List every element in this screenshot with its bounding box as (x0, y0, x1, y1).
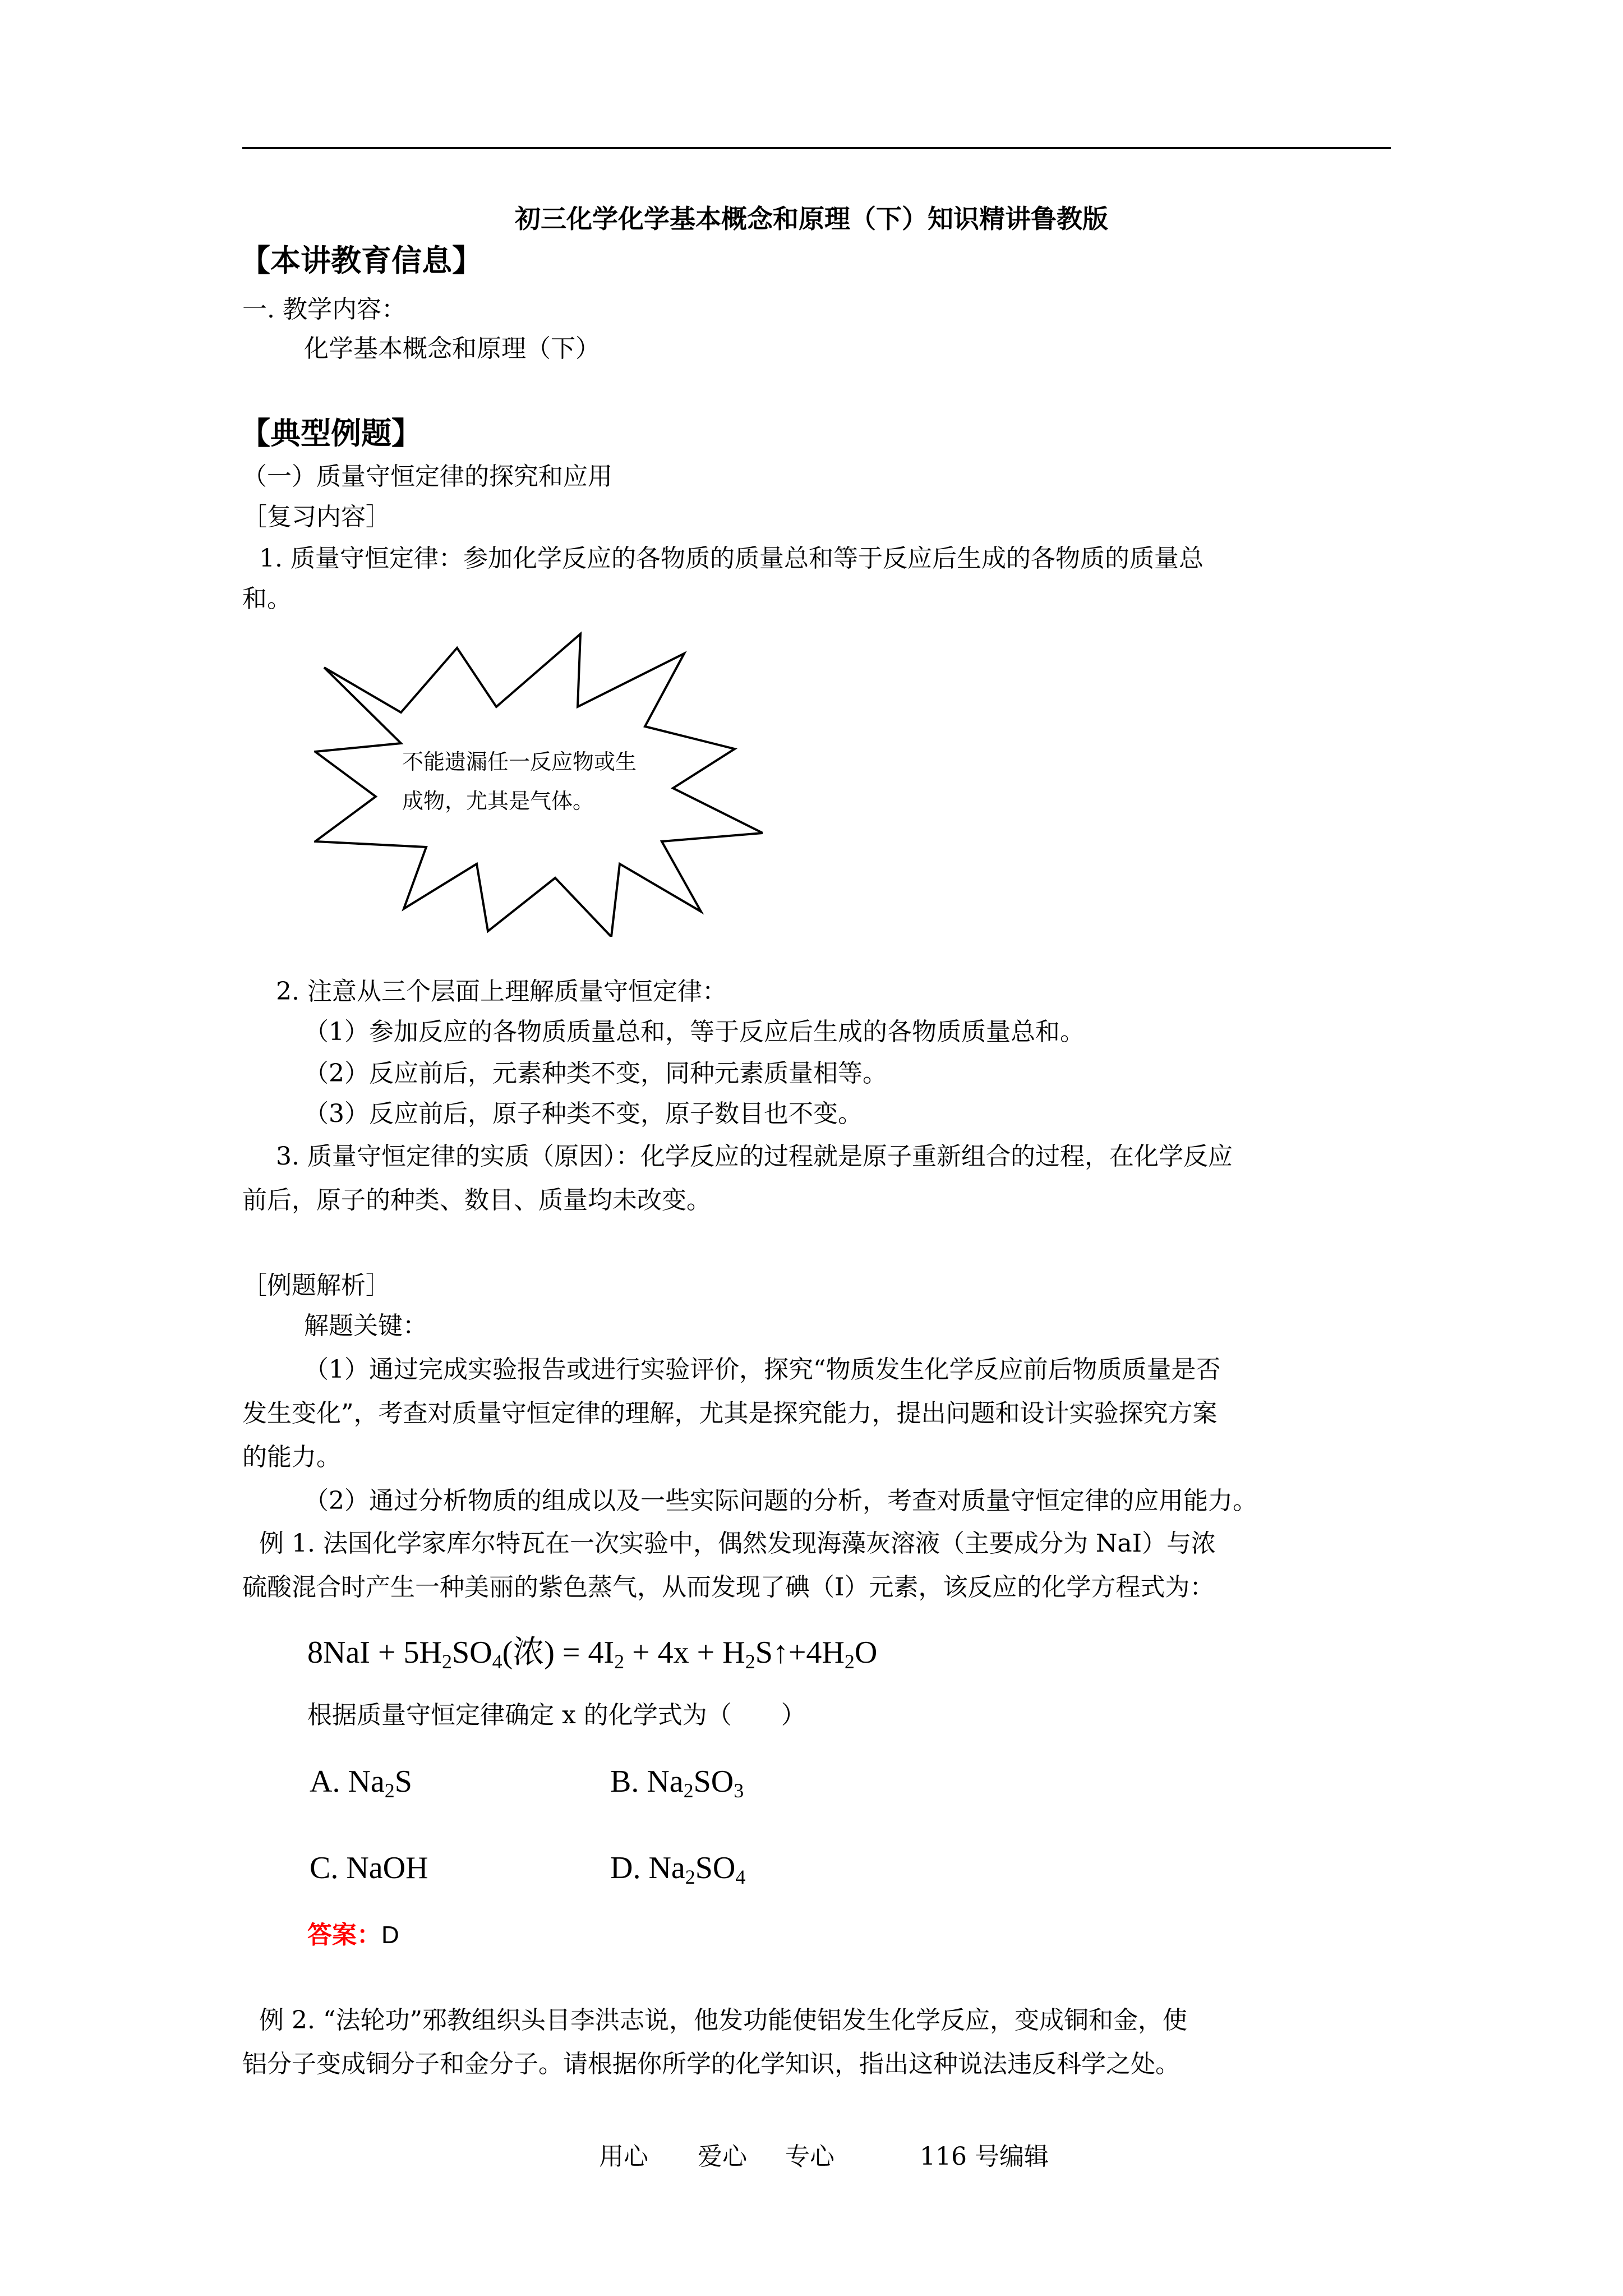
equation-subscript: 4 (492, 1650, 502, 1673)
analysis-key-1-line3: 的能力。 (242, 1443, 341, 1471)
review-point-2-item1: （1）参加反应的各物质质量总和，等于反应后生成的各物质质量总和。 (304, 1018, 1085, 1046)
review-point-2-item3: （3）反应前后，原子种类不变，原子数目也不变。 (304, 1099, 863, 1128)
review-point-2-item2: （2）反应前后，元素种类不变，同种元素质量相等。 (304, 1059, 887, 1088)
option-b-subscript: 2 (683, 1779, 694, 1802)
option-a-text2: S (394, 1764, 412, 1799)
option-d-subscript2: 4 (735, 1866, 746, 1888)
subsection-title: （一）质量守恒定律的探究和应用 (242, 462, 612, 491)
callout-text-line1: 不能遗漏任一反应物或生 (402, 749, 637, 774)
equation-part: O (854, 1635, 878, 1670)
review-point-3-line1: 3. 质量守恒定律的实质（原因）：化学反应的过程就是原子重新组合的过程，在化学反应 (276, 1142, 1233, 1171)
option-d-text2: SO (695, 1851, 736, 1885)
answer-value: D (381, 1921, 399, 1949)
footer-text-4: 116 号编辑 (920, 2142, 1049, 2171)
page-title: 初三化学化学基本概念和原理（下）知识精讲鲁教版 (515, 204, 1108, 234)
option-a-subscript: 2 (384, 1779, 395, 1802)
equation-subscript: 2 (844, 1650, 855, 1673)
footer-text-3: 专心 (785, 2142, 834, 2171)
footer-text-2: 爱心 (698, 2142, 747, 2171)
equation-part: 8NaI + 5H (307, 1635, 442, 1670)
analysis-key-1-line1: （1）通过完成实验报告或进行实验评价，探究“物质发生化学反应前后物质质量是否 (304, 1355, 1221, 1384)
section-heading-examples: 【典型例题】 (240, 415, 422, 451)
example1-question: 根据质量守恒定律确定 x 的化学式为（ ） (307, 1701, 806, 1729)
option-d-text: D. Na (610, 1851, 685, 1885)
teach-content: 化学基本概念和原理（下） (304, 334, 600, 363)
analysis-key-label: 解题关键： (304, 1312, 427, 1340)
example2-line1: 例 2. “法轮功”邪教组织头目李洪志说，他发功能使铝发生化学反应，变成铜和金，使 (259, 2006, 1187, 2035)
option-c-text: C. NaOH (310, 1851, 428, 1885)
example1-line2: 硫酸混合时产生一种美丽的紫色蒸气，从而发现了碘（I）元素，该反应的化学方程式为： (242, 1573, 1215, 1602)
equation-part: S↑+4H (755, 1635, 845, 1670)
review-point-1-line2: 和。 (242, 585, 292, 613)
callout-starburst (314, 623, 763, 937)
example1-equation (307, 1632, 877, 1673)
option-d (610, 1848, 745, 1888)
section-heading-info: 【本讲教育信息】 (240, 242, 482, 278)
analysis-label: ［例题解析］ (242, 1271, 390, 1300)
answer-label: 答案： (307, 1921, 381, 1949)
teach-content-label: 一. 教学内容： (242, 295, 406, 324)
analysis-key-1-line2: 发生变化”，考查对质量守恒定律的理解，尤其是探究能力，提出问题和设计实验探究方案 (242, 1399, 1218, 1428)
option-b-subscript2: 3 (734, 1779, 744, 1802)
equation-subscript: 2 (745, 1650, 755, 1673)
option-d-subscript: 2 (685, 1866, 695, 1888)
header-rule (242, 147, 1391, 149)
review-point-3-line2: 前后，原子的种类、数目、质量均未改变。 (242, 1186, 711, 1214)
equation-part: (浓) = 4I (502, 1635, 615, 1670)
example1-line1: 例 1. 法国化学家库尔特瓦在一次实验中，偶然发现海藻灰溶液（主要成分为 NaI）与浓 (259, 1529, 1216, 1558)
review-point-1-line1: 1. 质量守恒定律：参加化学反应的各物质的质量总和等于反应后生成的各物质的质量总 (259, 544, 1204, 573)
example1-answer (307, 1918, 399, 1952)
example2-line2: 铝分子变成铜分子和金分子。请根据你所学的化学知识，指出这种说法违反科学之处。 (242, 2050, 1180, 2078)
equation-part: + 4x + H (624, 1635, 745, 1670)
option-c (310, 1848, 428, 1888)
callout-text-line2: 成物，尤其是气体。 (402, 789, 594, 813)
option-a-text: A. Na (310, 1764, 385, 1799)
review-point-2: 2. 注意从三个层面上理解质量守恒定律： (276, 977, 727, 1006)
option-b-text: B. Na (610, 1764, 684, 1799)
analysis-key-2: （2）通过分析物质的组成以及一些实际问题的分析，考查对质量守恒定律的应用能力。 (304, 1487, 1257, 1515)
review-label: ［复习内容］ (242, 503, 390, 531)
equation-subscript: 2 (441, 1650, 452, 1673)
equation-subscript: 2 (614, 1650, 625, 1673)
equation-part: SO (451, 1635, 492, 1670)
footer-text-1: 用心 (599, 2142, 648, 2171)
option-b (610, 1761, 744, 1802)
option-b-text2: SO (693, 1764, 734, 1799)
option-a (310, 1761, 412, 1802)
